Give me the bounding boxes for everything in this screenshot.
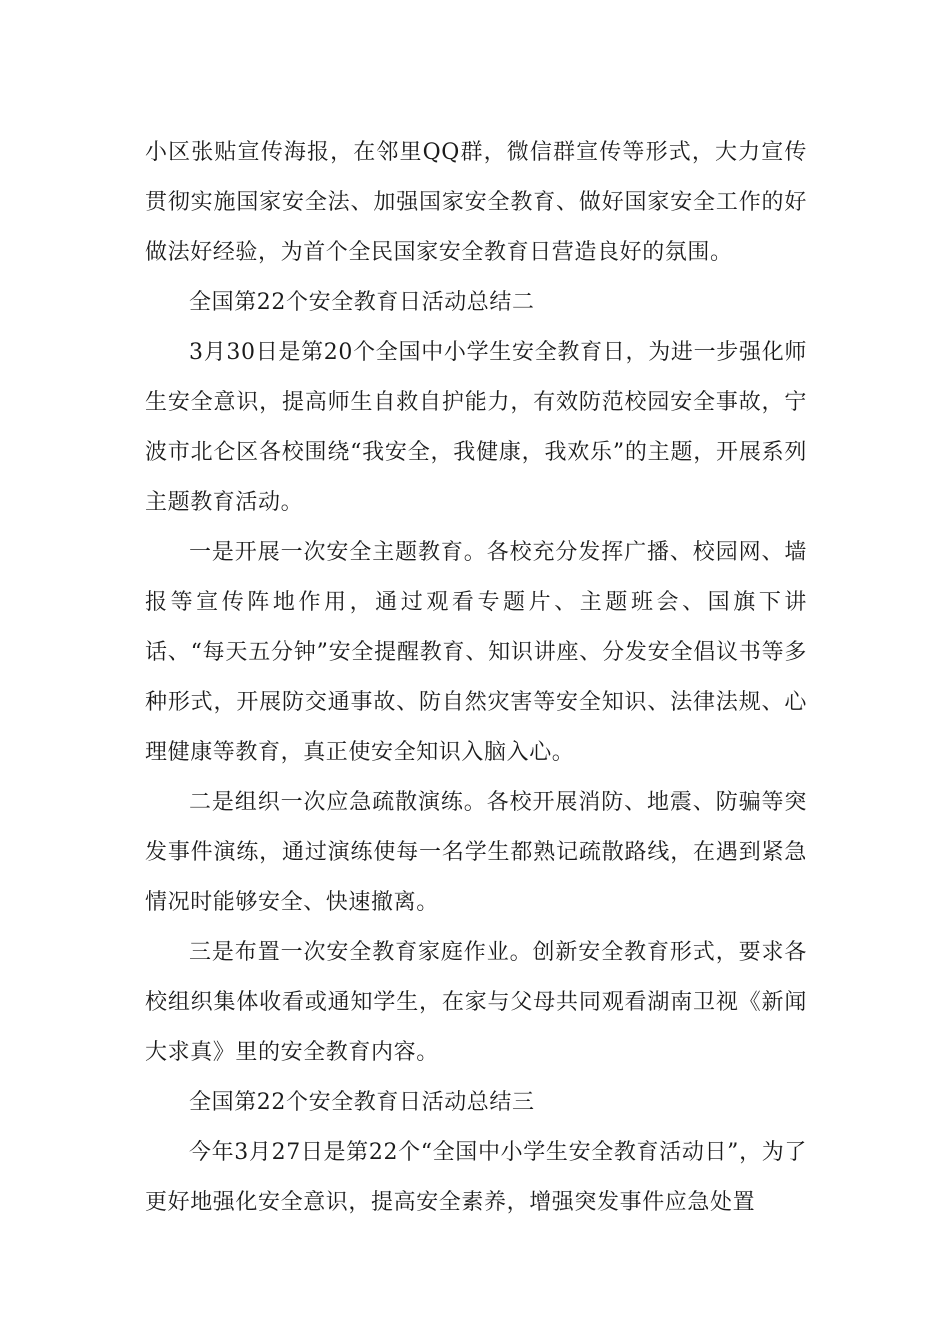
- paragraph-theme-education: 一是开展一次安全主题教育。各校充分发挥广播、校园网、墙报等宣传阵地作用，通过观看专题片、主题班会、国旗下讲话、“每天五分钟”安全提醒教育、知识讲座、分发安全倡议书等多种形式，开展防交通事故、防自然灾害等安全知识、法律法规、心理健康等教育，真正使安全知识入脑入心。: [145, 540, 807, 765]
- paragraph-intro-continuation: 小区张贴宣传海报，在邻里QQ群，微信群宣传等形式，大力宣传贯彻实施国家安全法、加强国家安全教育、做好国家安全工作的好做法好经验，为首个全民国家安全教育日营造良好的氛围。: [145, 140, 807, 265]
- paragraph-evacuation-drill: 二是组织一次应急疏散演练。各校开展消防、地震、防骗等突发事件演练，通过演练使每一名学生都熟记疏散路线，在遇到紧急情况时能够安全、快速撤离。: [145, 790, 807, 915]
- paragraph-family-homework: 三是布置一次安全教育家庭作业。创新安全教育形式，要求各校组织集体收看或通知学生，在家与父母共同观看湖南卫视《新闻大求真》里的安全教育内容。: [145, 940, 807, 1065]
- paragraph-safety-day-intro: 3月30日是第20个全国中小学生安全教育日，为进一步强化师生安全意识，提高师生自救自护能力，有效防范校园安全事故，宁波市北仑区各校围绕“我安全，我健康，我欢乐”的主题，开展系列主题教育活动。: [145, 340, 807, 515]
- document-body: [145, 128, 807, 1228]
- section-heading-three: 全国第22个安全教育日活动总结三: [189, 1090, 535, 1115]
- paragraph-section-three-intro: 今年3月27日是第22个“全国中小学生安全教育活动日”，为了更好地强化安全意识，提高安全素养，增强突发事件应急处置: [145, 1140, 807, 1215]
- section-heading-two: 全国第22个安全教育日活动总结二: [189, 290, 535, 315]
